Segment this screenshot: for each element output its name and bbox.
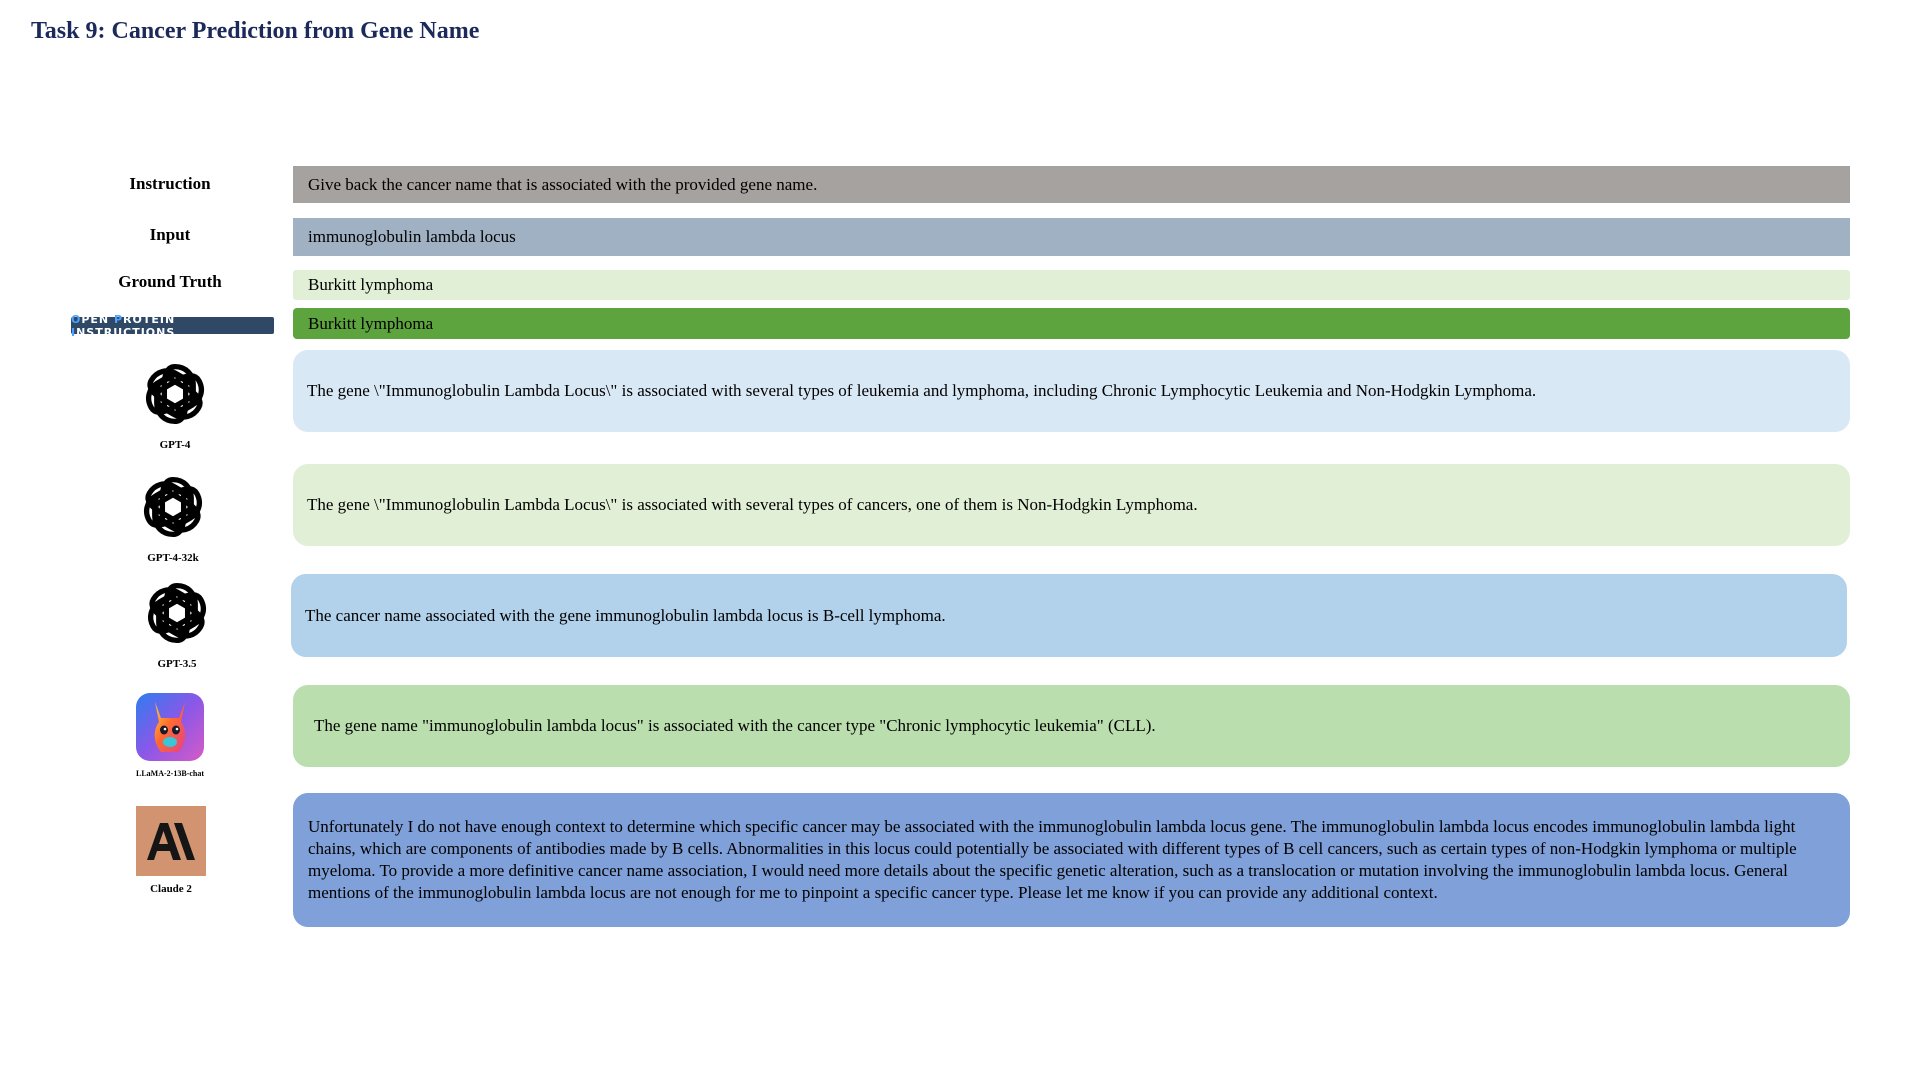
page-title: Task 9: Cancer Prediction from Gene Name: [31, 18, 480, 44]
opi-text: Burkitt lymphoma: [308, 313, 434, 333]
response-gpt-4: [293, 350, 1850, 432]
ground-truth-text: Burkitt lymphoma: [308, 275, 434, 294]
input-text: immunoglobulin lambda locus: [308, 227, 516, 246]
llama-logo-icon: [135, 692, 205, 762]
response-text: The gene \"Immunoglobulin Lambda Locus\" is associated with several types of cancers, one of them is Non-Hodgkin Lymphoma.: [307, 495, 1198, 514]
ground-truth-bar: [293, 270, 1850, 300]
input-bar: [293, 218, 1850, 256]
model-llama-2-13b-chat: [125, 692, 215, 778]
anthropic-logo-icon: [136, 806, 206, 876]
openai-logo-icon: [137, 356, 213, 432]
openai-logo-icon: [135, 469, 211, 545]
response-gpt-4-32k: [293, 464, 1850, 546]
instruction-bar: [293, 166, 1850, 203]
openai-logo-icon: [139, 575, 215, 651]
model-name: GPT-3.5: [157, 658, 197, 670]
response-text: The cancer name associated with the gene immunoglobulin lambda locus is B-cell lymphoma.: [305, 605, 946, 625]
response-text: The gene name "immunoglobulin lambda locus" is associated with the cancer type "Chronic lymphocytic leukemia" (CLL).: [314, 716, 1156, 735]
opi-bar: [293, 308, 1850, 339]
opi-badge-text: OPEN PROTEIN INSTRUCTIONS: [71, 312, 176, 339]
model-gpt-4: [120, 356, 230, 451]
response-llama-2-13b-chat: [293, 685, 1850, 767]
response-gpt-3-5: [291, 574, 1847, 657]
model-claude-2: [126, 806, 216, 895]
model-name: LLaMA-2-13B-chat: [136, 769, 204, 778]
input-label: Input: [149, 225, 191, 244]
model-gpt-4-32k: [118, 469, 228, 564]
model-name: GPT-4: [159, 439, 191, 451]
model-name: GPT-4-32k: [147, 552, 199, 564]
instruction-text: Give back the cancer name that is associated with the provided gene name.: [308, 174, 818, 194]
response-text: The gene \"Immunoglobulin Lambda Locus\" is associated with several types of leukemia and lymphoma, including Chronic Lymphocytic Leukemia and Non-Hodgkin Lymphoma.: [307, 381, 1537, 400]
model-name: Claude 2: [150, 883, 192, 895]
ground-truth-label: Ground Truth: [118, 272, 222, 291]
response-text: Unfortunately I do not have enough context to determine which specific cancer may be associated with the immunoglobulin lambda locus gene. The immunoglobulin lambda locus encodes immunoglobulin lambda light chains, which are components of antibodies made by B cells. Abnormalities in this locus could potentially be associated with different types of B cell cancers, such as certain types of non-Hodgkin lymphoma or multiple myeloma. To provide a more definitive cancer name association, I would need more details about the specific genetic alteration, such as a translocation or mutation involving the immunoglobulin lambda locus. General mentions of the immunoglobulin lambda locus are not enough for me to pinpoint a specific cancer type. Please let me know if you can provide any additional context.: [308, 817, 1797, 902]
response-claude-2: [293, 793, 1850, 927]
open-protein-instructions-logo: [71, 312, 274, 339]
instruction-label: Instruction: [129, 174, 211, 193]
model-gpt-3-5: [122, 575, 232, 670]
